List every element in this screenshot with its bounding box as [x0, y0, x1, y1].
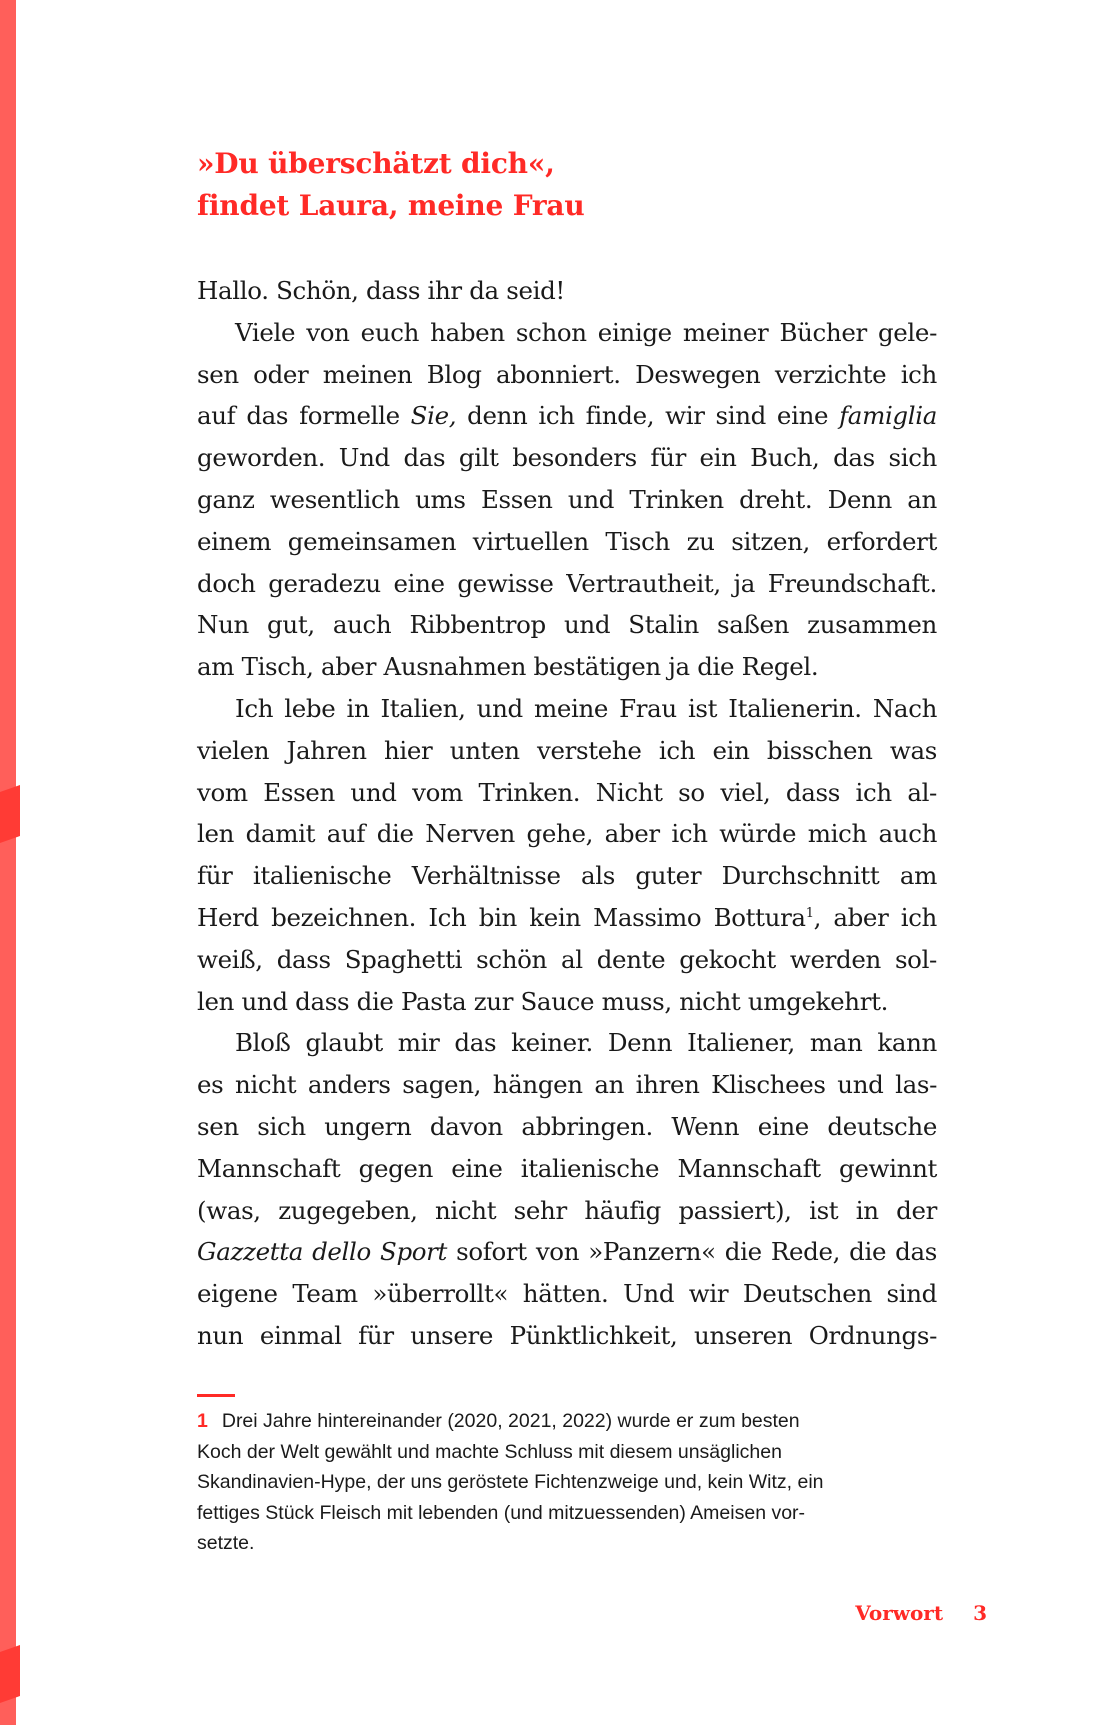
- body-line: Ich lebe in Italien, und meine Frau ist Italienerin. Nach: [235, 693, 937, 723]
- body-line: eigene Team »überrollt« hätten. Und wir Deutschen sind: [197, 1279, 937, 1309]
- body-line: Nun gut, auch Ribbentrop und Stalin saßen zusammen: [197, 610, 937, 640]
- body-text-run: , aber ich: [813, 902, 937, 932]
- body-line: vielen Jahren hier unten verstehe ich ein bisschen was: [197, 735, 937, 765]
- italic-term: Sie,: [410, 401, 457, 431]
- body-line: sen sich ungern davon abbringen. Wenn eine deutsche: [197, 1111, 937, 1141]
- italic-term: Gazzetta dello Sport: [197, 1237, 448, 1267]
- body-line: Bloß glaubt mir das keiner. Denn Italiener, man kann: [235, 1028, 937, 1058]
- body-line: Hallo. Schön, dass ihr da seid!: [197, 276, 565, 305]
- body-line: weiß, dass Spaghetti schön al dente gekocht werden sol-: [197, 944, 937, 974]
- body-line: [197, 395, 937, 437]
- body-line: vom Essen und vom Trinken. Nicht so viel, dass ich al-: [197, 777, 937, 807]
- body-line: einem gemeinsamen virtuellen Tisch zu sitzen, erfordert: [197, 526, 937, 556]
- footnote-line: setzte.: [197, 1532, 255, 1554]
- thumb-index-mark: [0, 785, 20, 843]
- footnote-reference: 1: [805, 905, 814, 921]
- running-section-title: Vorwort: [855, 1601, 944, 1625]
- body-line: sen oder meinen Blog abonniert. Deswegen verzichte ich: [197, 359, 937, 389]
- chapter-title-line-2: findet Laura, meine Frau: [197, 189, 585, 222]
- thumb-index-mark: [0, 1645, 20, 1703]
- body-text-run: Herd bezeichnen. Ich bin kein Massimo Bottura: [197, 902, 806, 932]
- italic-term: famiglia: [839, 401, 937, 431]
- body-text-run: sofort von »Panzern« die Rede, die das: [447, 1237, 937, 1267]
- body-line: für italienische Verhältnisse als guter Durchschnitt am: [197, 861, 937, 891]
- footnote-line: Skandinavien-Hype, der uns geröstete Fichtenzweige und, kein Witz, ein: [197, 1471, 824, 1493]
- footnote-number: 1: [197, 1410, 208, 1432]
- body-text-run: denn ich finde, wir sind eine: [456, 401, 840, 431]
- body-line: [197, 897, 937, 939]
- body-line: len und dass die Pasta zur Sauce muss, nicht umgekehrt.: [197, 986, 889, 1016]
- footnote-line: Koch der Welt gewählt und machte Schluss mit diesem unsäglichen: [197, 1440, 782, 1463]
- footnote-line: fettiges Stück Fleisch mit lebenden (und mitzuessenden) Ameisen vor-: [197, 1501, 806, 1524]
- body-text: [197, 270, 937, 1357]
- body-line: geworden. Und das gilt besonders für ein Buch, das sich: [197, 443, 937, 473]
- body-line: (was, zugegeben, nicht sehr häufig passiert), ist in der: [197, 1195, 937, 1225]
- footnote-text: Drei Jahre hintereinander (2020, 2021, 2022) wurde er zum besten: [221, 1410, 800, 1432]
- page-number: 3: [973, 1601, 987, 1625]
- body-line: Viele von euch haben schon einige meiner Bücher gele-: [235, 317, 937, 347]
- page-edge-strip: [0, 0, 16, 1725]
- body-line: doch geradezu eine gewisse Vertrautheit, ja Freundschaft.: [197, 568, 937, 598]
- footnote-line: [197, 1406, 937, 1437]
- footnote: [197, 1406, 937, 1559]
- chapter-title: [197, 143, 937, 227]
- body-line: am Tisch, aber Ausnahmen bestätigen ja die Regel.: [197, 652, 819, 682]
- body-line: nun einmal für unsere Pünktlichkeit, unseren Ordnungs-: [197, 1320, 937, 1350]
- page-footer: [855, 1601, 987, 1625]
- body-text-run: auf das formelle: [197, 401, 411, 431]
- body-line: Mannschaft gegen eine italienische Mannschaft gewinnt: [197, 1153, 937, 1183]
- chapter-title-line-1: »Du überschätzt dich«,: [197, 147, 555, 180]
- body-line: ganz wesentlich ums Essen und Trinken dreht. Denn an: [197, 484, 937, 514]
- footnote-divider: [197, 1394, 235, 1397]
- body-line: es nicht anders sagen, hängen an ihren Klischees und las-: [197, 1070, 937, 1100]
- body-line: len damit auf die Nerven gehe, aber ich würde mich auch: [197, 819, 937, 849]
- body-line: [197, 1231, 937, 1273]
